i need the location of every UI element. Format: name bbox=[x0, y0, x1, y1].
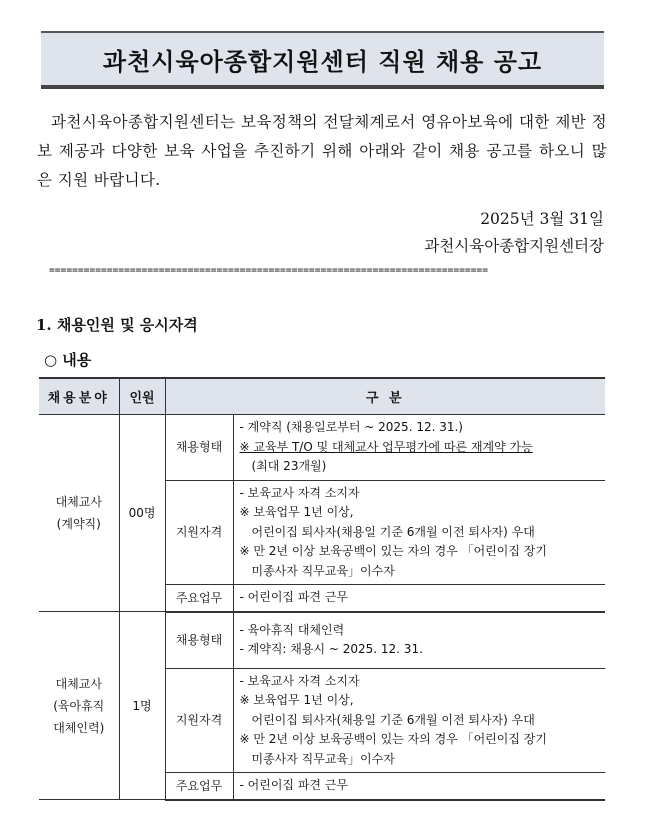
row-detail bbox=[233, 415, 605, 481]
announcement-date: 2025년 3월 31일 bbox=[480, 210, 604, 228]
field-type-cont: 대체인력) bbox=[53, 720, 105, 735]
row-detail bbox=[233, 668, 605, 773]
headcount-cell: 00명 bbox=[119, 415, 165, 612]
issuing-organization: 과천시육아종합지원센터장 bbox=[424, 237, 604, 255]
row-detail bbox=[233, 480, 605, 585]
headcount-cell: 1명 bbox=[119, 612, 165, 800]
field-cell bbox=[39, 415, 119, 612]
field-type: (육아휴직 bbox=[53, 698, 105, 713]
row-detail bbox=[233, 773, 605, 800]
table-row bbox=[39, 612, 605, 669]
detail-line: 미종사자 직무교육」이수자 bbox=[251, 563, 395, 578]
detail-line: - 육아휴직 대체인력 bbox=[239, 622, 345, 637]
separator-line: ============================================================================ bbox=[49, 266, 488, 276]
detail-line: ※ 만 2년 이상 보육공백이 있는 자의 경우 「어린이집 장기 bbox=[239, 732, 547, 746]
detail-line: ※ 보육업무 1년 이상, bbox=[239, 693, 354, 707]
field-name: 대체교사 bbox=[55, 495, 102, 509]
detail-line: 미종사자 직무교육」이수자 bbox=[251, 751, 395, 766]
row-label: 지원자격 bbox=[165, 668, 233, 773]
field-type: (계약직) bbox=[56, 517, 101, 531]
detail-line: - 보육교사 자격 소지자 bbox=[239, 673, 360, 688]
row-label: 채용형태 bbox=[165, 612, 233, 669]
table-header-row bbox=[39, 378, 605, 415]
detail-line: - 계약직 (채용일로부터 ~ 2025. 12. 31.) bbox=[239, 420, 463, 434]
field-cell bbox=[39, 612, 119, 800]
section-heading: 1. 채용인원 및 응시자격 bbox=[36, 316, 198, 334]
row-detail bbox=[233, 612, 605, 669]
recruitment-table bbox=[39, 377, 605, 801]
table-row bbox=[39, 415, 605, 481]
detail-line: ※ 교육부 T/O 및 대체교사 업무평가에 따른 재계약 가능 bbox=[239, 439, 533, 454]
detail-line: ※ 보육업무 1년 이상, bbox=[239, 505, 354, 519]
detail-line: 어린이집 퇴사자(채용일 기준 6개월 이전 퇴사자) 우대 bbox=[251, 712, 535, 727]
intro-paragraph: 과천시육아종합지원센터는 보육정책의 전달체계로서 영유아보육에 대한 제반 정보 제공과 다양한 보육 사업을 추진하기 위해 아래와 같이 채용 공고를 하오니 많은 지원 바랍니다. bbox=[37, 113, 607, 189]
header-count: 인원 bbox=[119, 378, 165, 415]
header-category: 구 분 bbox=[165, 378, 605, 415]
detail-line: 어린이집 퇴사자(채용일 기준 6개월 이전 퇴사자) 우대 bbox=[251, 524, 535, 539]
detail-line: - 보육교사 자격 소지자 bbox=[239, 485, 360, 500]
row-label: 주요업무 bbox=[165, 773, 233, 800]
row-label: 채용형태 bbox=[165, 415, 233, 481]
detail-line: ※ 만 2년 이상 보육공백이 있는 자의 경우 「어린이집 장기 bbox=[239, 544, 547, 558]
detail-line: (최대 23개월) bbox=[251, 459, 327, 473]
title-banner bbox=[41, 31, 604, 89]
detail-line: - 계약직: 채용시 ~ 2025. 12. 31. bbox=[239, 642, 423, 656]
field-name: 대체교사 bbox=[55, 676, 102, 691]
row-detail bbox=[233, 585, 605, 612]
page-title: 과천시육아종합지원센터 직원 채용 공고 bbox=[102, 46, 543, 76]
header-field: 채용분야 bbox=[39, 378, 119, 415]
row-label: 주요업무 bbox=[165, 585, 233, 612]
detail-line: - 어린이집 파견 근무 bbox=[239, 778, 349, 792]
subsection-heading: ○ 내용 bbox=[44, 351, 92, 369]
detail-line: - 어린이집 파견 근무 bbox=[239, 590, 349, 604]
row-label: 지원자격 bbox=[165, 480, 233, 585]
